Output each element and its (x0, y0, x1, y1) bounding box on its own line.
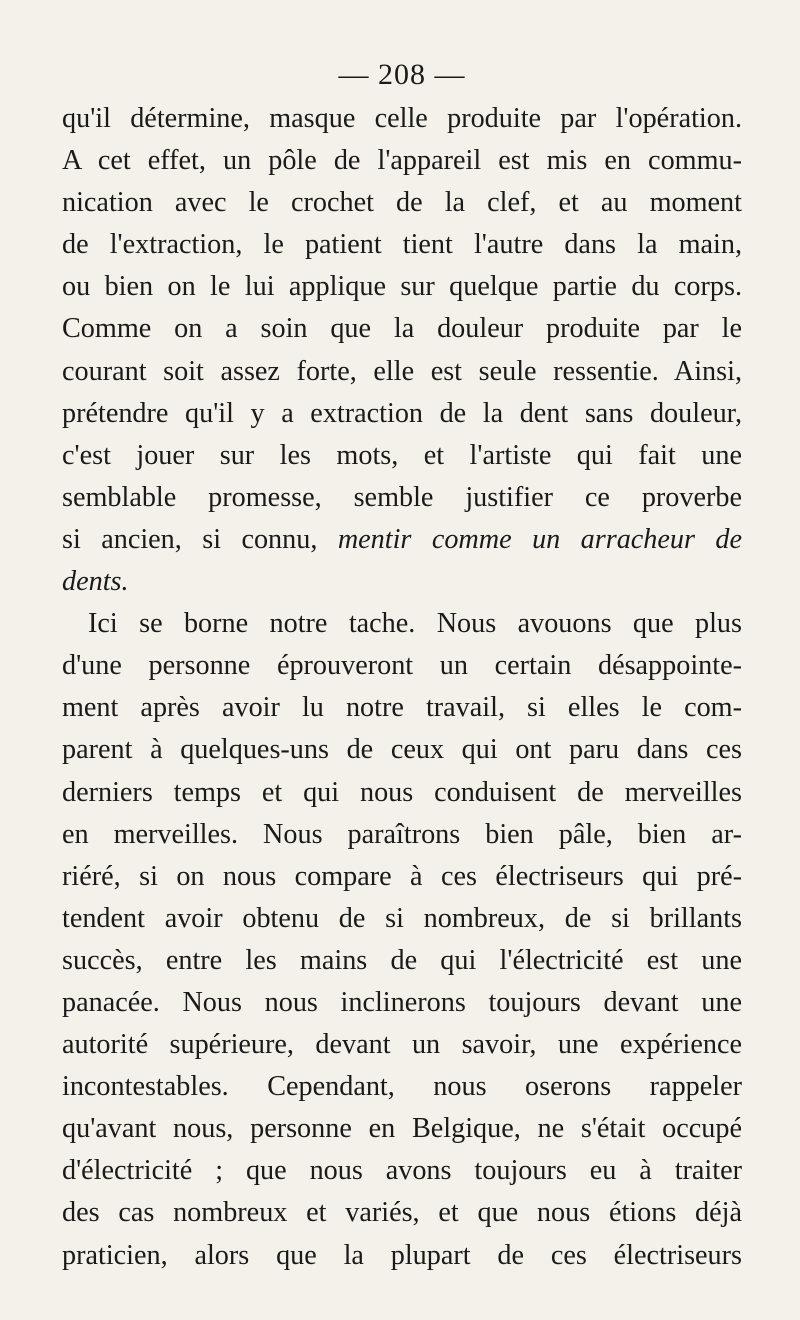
text-line: prétendre qu'il y a extraction de la dent sans douleur, (62, 397, 742, 429)
text-line: c'est jouer sur les mots, et l'artiste qui fait une (62, 439, 742, 471)
text-line: panacée. Nous nous inclinerons toujours devant une (62, 986, 742, 1018)
text-line (62, 519, 742, 561)
text-line: d'électricité ; que nous avons toujours eu à traiter (62, 1155, 742, 1187)
text-line: des cas nombreux et variés, et que nous étions déjà (62, 1197, 742, 1229)
text-line: de l'extraction, le patient tient l'autre dans la main, (62, 229, 742, 261)
text-line: praticien, alors que la plupart de ces électriseurs (62, 1239, 742, 1271)
text-line: ou bien on le lui applique sur quelque partie du corps. (62, 271, 742, 303)
italic-proverb: mentir comme un arracheur de (337, 523, 742, 555)
text-line: Comme on a soin que la douleur produite par le (62, 313, 742, 345)
text-line: d'une personne éprouveront un certain désappointe- (62, 650, 742, 682)
text-line: qu'avant nous, personne en Belgique, ne s'était occupé (62, 1113, 742, 1145)
text-line: en merveilles. Nous paraîtrons bien pâle, bien ar- (62, 818, 742, 850)
page-number: — 208 — (338, 58, 466, 91)
text-line: parent à quelques-uns de ceux qui ont paru dans ces (62, 734, 742, 766)
text-line: succès, entre les mains de qui l'électricité est une (62, 944, 742, 976)
text-line: A cet effet, un pôle de l'appareil est mis en commu- (62, 145, 742, 177)
text-line: tendent avoir obtenu de si nombreux, de si brillants (62, 902, 742, 934)
italic-proverb-end: dents. (62, 566, 129, 598)
text-line: derniers temps et qui nous conduisent de merveilles (62, 776, 742, 808)
text-line: nication avec le crochet de la clef, et au moment (62, 187, 742, 219)
text-line: ment après avoir lu notre travail, si elles le com- (62, 692, 742, 724)
text-line: incontestables. Cependant, nous oserons rappeler (62, 1071, 742, 1103)
body-text (62, 98, 742, 1277)
text-line: semblable promesse, semble justifier ce proverbe (62, 481, 742, 513)
text-line: riéré, si on nous compare à ces électriseurs qui pré- (62, 860, 742, 892)
text-segment: si ancien, si connu, (62, 523, 318, 555)
text-line: courant soit assez forte, elle est seule ressentie. Ainsi, (62, 355, 742, 387)
text-line: Ici se borne notre tache. Nous avouons que plus (88, 608, 742, 640)
text-line: qu'il détermine, masque celle produite par l'opération. (62, 103, 742, 134)
text-line: autorité supérieure, devant un savoir, une expérience (62, 1029, 742, 1061)
